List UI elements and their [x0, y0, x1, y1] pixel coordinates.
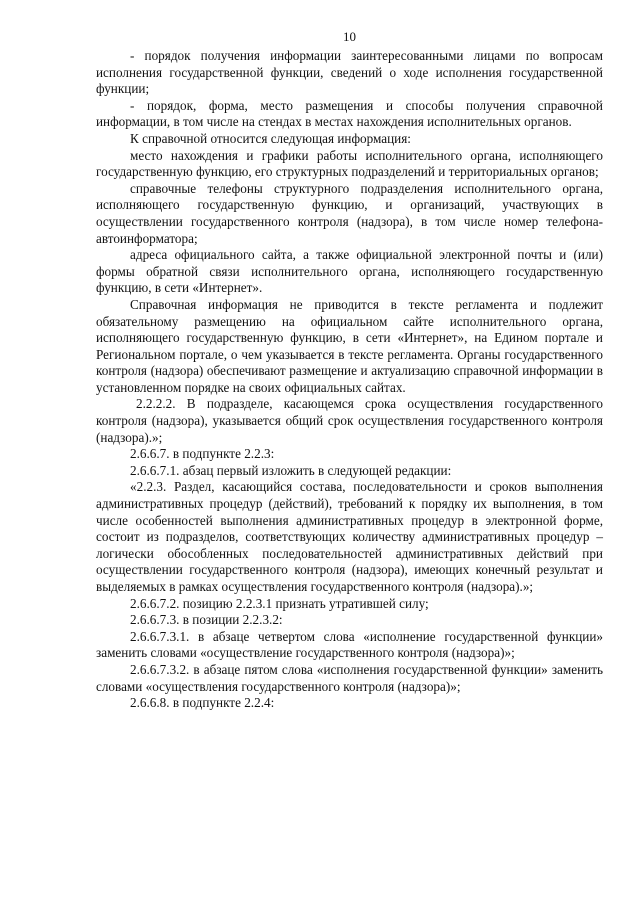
- paragraph-2-6-6-7-3-1: 2.6.6.7.3.1. в абзаце четвертом слова «исполнение государственной функции» заменить словами «осуществление государственного контроля (надзора)»;: [96, 628, 603, 661]
- paragraph-location-schedule: место нахождения и графики работы исполнительного органа, исполняющего государственную функцию, его структурных подразделений и территориальных органов;: [96, 147, 603, 180]
- paragraph-2-6-6-7-1: 2.6.6.7.1. абзац первый изложить в следующей редакции:: [130, 462, 452, 478]
- paragraph-2-6-6-7: 2.6.6.7. в подпункте 2.2.3:: [130, 446, 275, 462]
- paragraph-phones: справочные телефоны структурного подразделения исполнительного органа, исполняющего государственную функцию, и организаций, участвующих в осуществлении государственного контроля (надзора), в том числе номер телефона-автоинформатора;: [96, 180, 603, 246]
- paragraph-2-6-6-7-3-2: 2.6.6.7.3.2. в абзаце пятом слова «исполнения государственной функции» заменить словами «осуществления государственного контроля (надзора)»;: [96, 661, 603, 694]
- paragraph-2-6-6-7-3: 2.6.6.7.3. в позиции 2.2.3.2:: [130, 612, 283, 628]
- body-text: [96, 48, 603, 712]
- paragraph-reference-intro: К справочной относится следующая информация:: [130, 130, 411, 146]
- paragraph-2-6-6-7-2: 2.6.6.7.2. позицию 2.2.3.1 признать утратившей силу;: [130, 595, 429, 611]
- paragraph-info-procedure: - порядок получения информации заинтересованными лицами по вопросам исполнения государственной функции, сведений о ходе исполнения государственной функции;: [96, 48, 603, 97]
- paragraph-website: адреса официального сайта, а также официальной электронной почты и (или) формы обратной связи исполнительного органа, исполняющего государственную функцию, в сети «Интернет».: [96, 247, 603, 296]
- paragraph-2-6-6-8: 2.6.6.8. в подпункте 2.2.4:: [130, 695, 275, 711]
- paragraph-reference-publication: Справочная информация не приводится в тексте регламента и подлежит обязательному размещению на официальном сайте исполнительного органа, исполняющего государственную функцию, в сети «Интернет», на Едином портале и Региональном портале, о чем указывается в тексте регламента. Органы государственного контроля (надзора) обеспечивают размещение и актуализацию справочной информации в установленном порядке на своих официальных сайтах.: [96, 296, 603, 395]
- paragraph-2-2-3-quote: «2.2.3. Раздел, касающийся состава, последовательности и сроков выполнения административных процедур (действий), требований к порядку их выполнения, в том числе особенностей выполнения административных процедур в электронной форме, состоит из подразделов, соответствующих количеству административных процедур – логически обособленных последовательностей административных действий при осуществлении государственного контроля (надзора), имеющих конечный результат и выделяемых в рамках осуществления государственного контроля (надзора).»;: [96, 479, 603, 594]
- page-number: 10: [343, 29, 356, 44]
- paragraph-reference-placement: - порядок, форма, место размещения и способы получения справочной информации, в том числе на стендах в местах нахождения исполнительных органов.: [96, 97, 603, 130]
- paragraph-2-2-2-2: 2.2.2.2. В подразделе, касающемся срока осуществления государственного контроля (надзора), указывается общий срок осуществления государственного контроля (надзора).»;: [96, 396, 603, 445]
